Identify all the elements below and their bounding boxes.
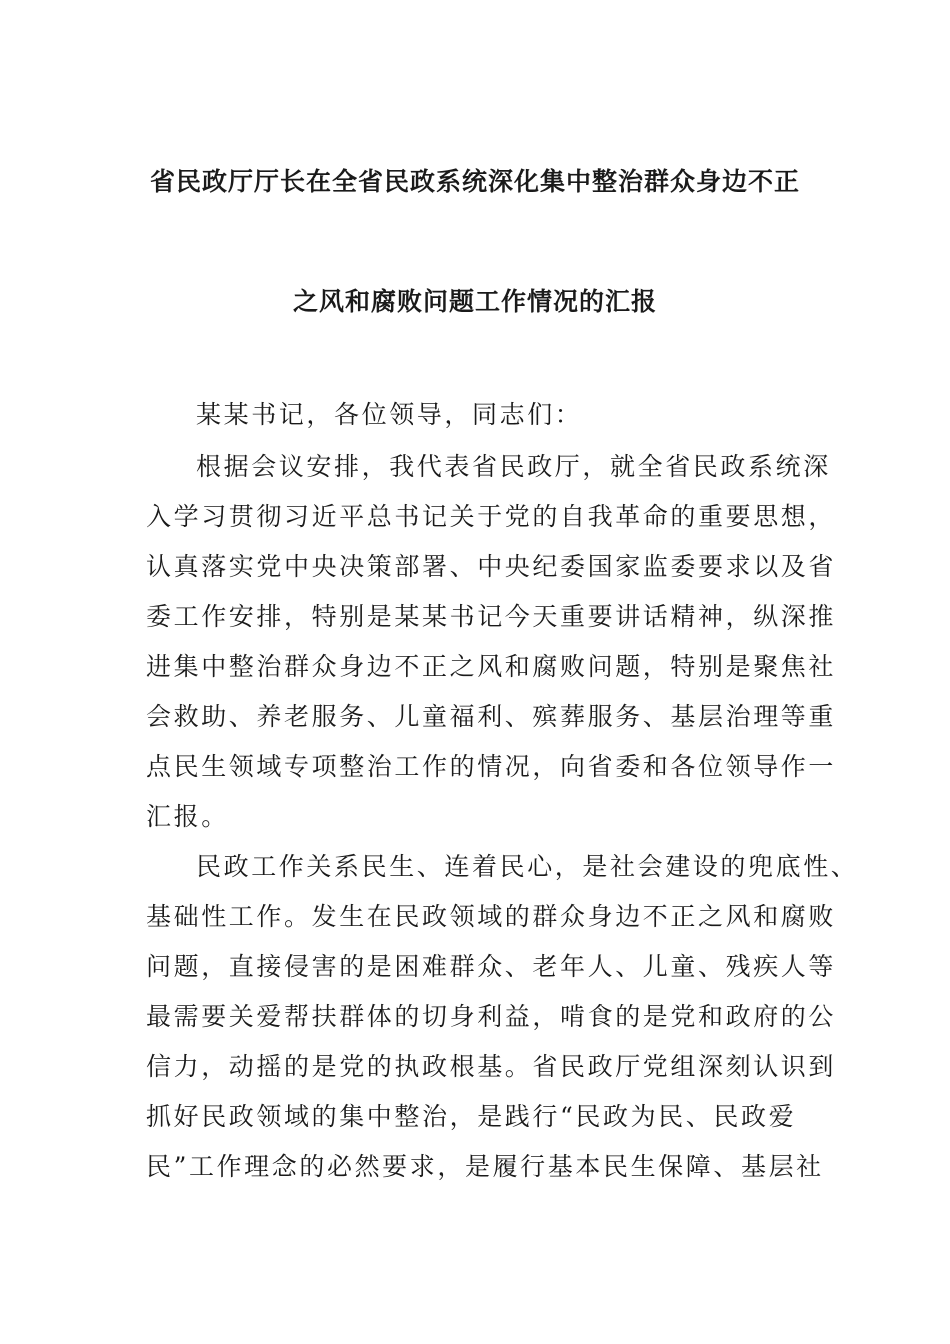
paragraph-1-line: 汇报。 <box>146 802 229 831</box>
document-title-line-1: 省民政厅厅长在全省民政系统深化集中整治群众身边不正 <box>149 167 800 196</box>
paragraph-2-line: 基础性工作。发生在民政领域的群众身边不正之风和腐败 <box>146 902 837 931</box>
paragraph-2-line: 民政工作关系民生、连着民心，是社会建设的兜底性、 <box>196 852 859 881</box>
paragraph-1-line: 根据会议安排，我代表省民政厅，就全省民政系统深 <box>196 452 831 481</box>
salutation: 某某书记，各位领导，同志们： <box>196 400 583 429</box>
paragraph-2-line: 民”工作理念的必然要求，是履行基本民生保障、基层社 <box>146 1152 824 1181</box>
paragraph-1-line: 进集中整治群众身边不正之风和腐败问题，特别是聚焦社 <box>146 652 837 681</box>
paragraph-1-line: 点民生领域专项整治工作的情况，向省委和各位领导作一 <box>146 752 837 781</box>
paragraph-2-line: 问题，直接侵害的是困难群众、老年人、儿童、残疾人等 <box>146 952 837 981</box>
paragraph-2-line: 抓好民政领域的集中整治，是践行“民政为民、民政爱 <box>146 1102 797 1131</box>
paragraph-2-line: 信力，动摇的是党的执政根基。省民政厅党组深刻认识到 <box>146 1052 837 1081</box>
paragraph-1-line: 认真落实党中央决策部署、中央纪委国家监委要求以及省 <box>146 552 837 581</box>
paragraph-1-line: 委工作安排，特别是某某书记今天重要讲话精神，纵深推 <box>146 602 837 631</box>
paragraph-2-line: 最需要关爱帮扶群体的切身利益，啃食的是党和政府的公 <box>146 1002 837 1031</box>
paragraph-1-line: 入学习贯彻习近平总书记关于党的自我革命的重要思想， <box>146 502 837 531</box>
paragraph-1-line: 会救助、养老服务、儿童福利、殡葬服务、基层治理等重 <box>146 702 837 731</box>
document-title-line-2: 之风和腐败问题工作情况的汇报 <box>292 287 657 316</box>
